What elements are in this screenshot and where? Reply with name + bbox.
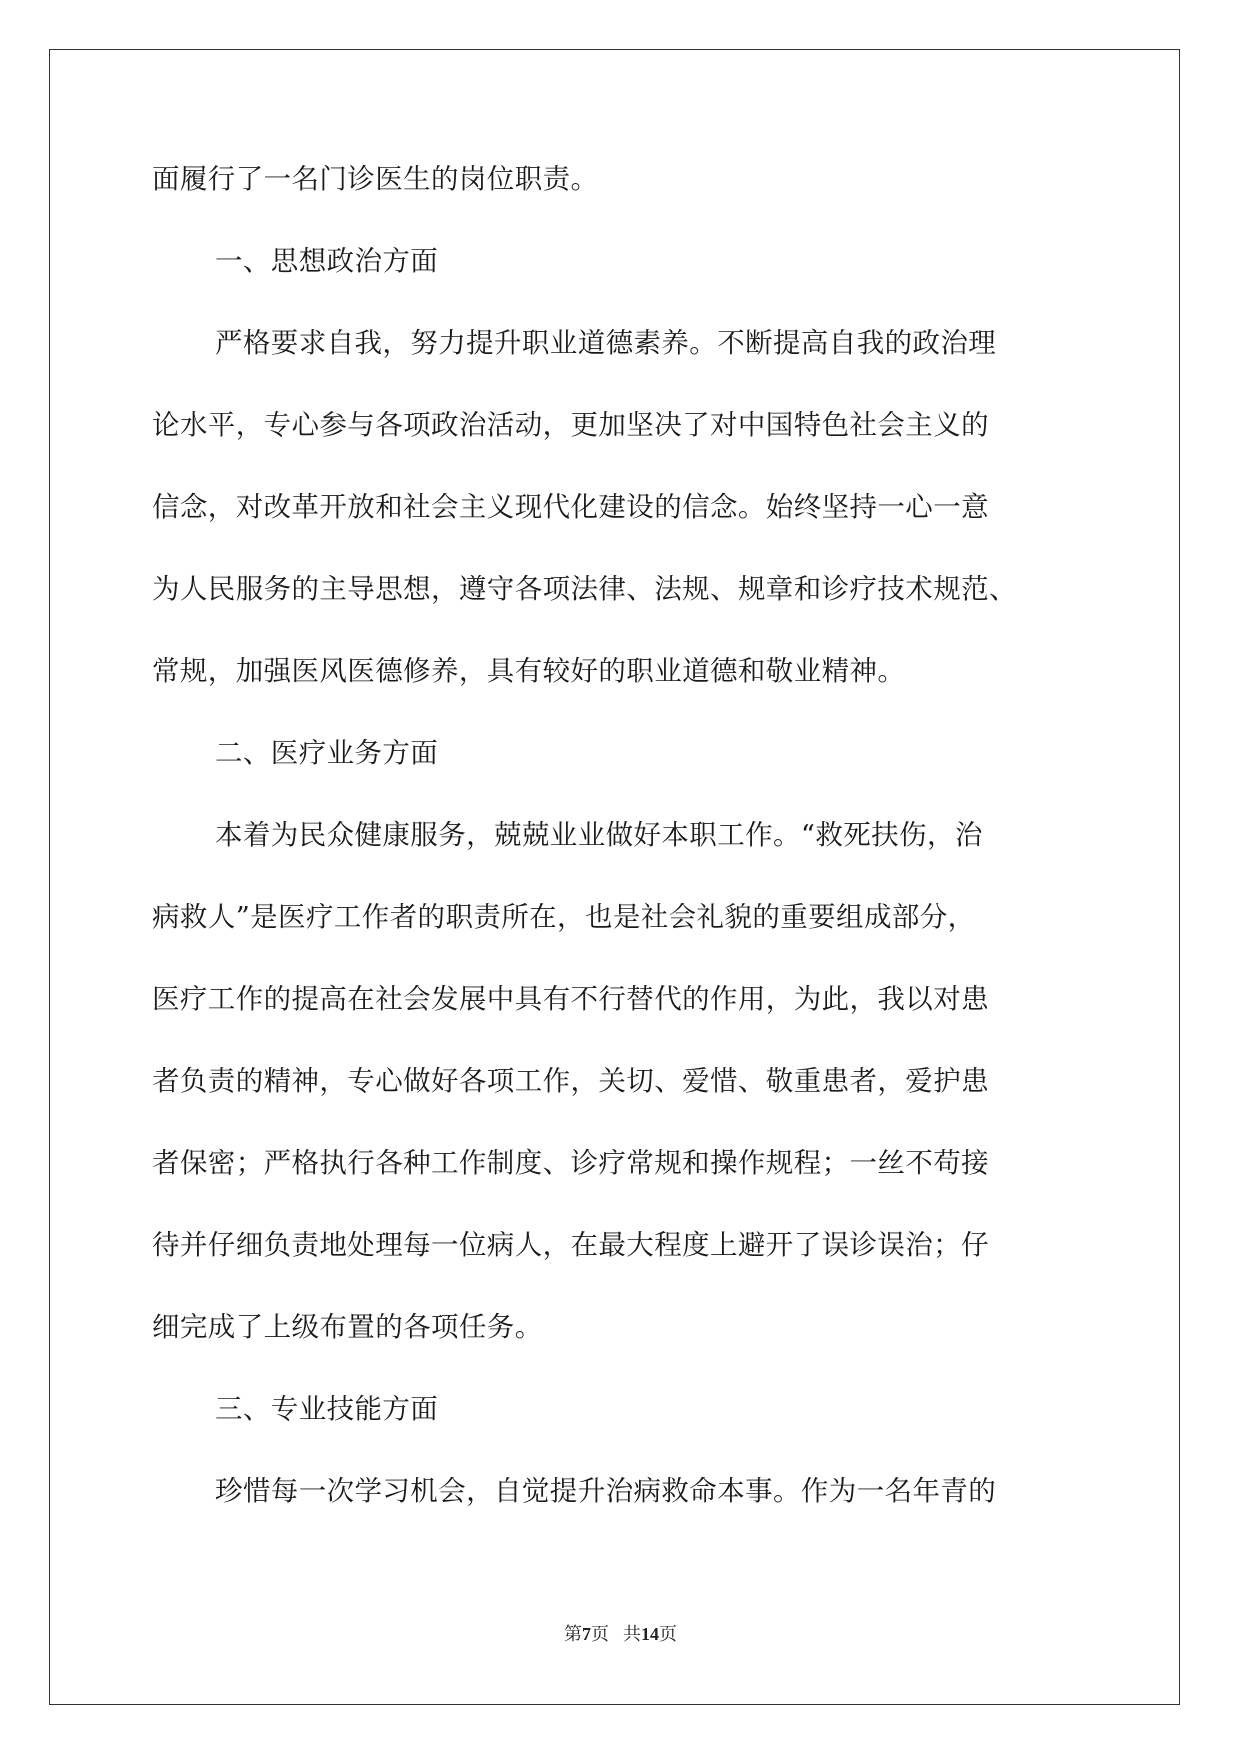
body-line: 者负责的精神，专心做好各项工作，关切、爱惜、敬重患者，爱护患 <box>152 1065 989 1097</box>
total-suffix: 页 <box>659 1624 677 1644</box>
total-prefix: 共 <box>623 1624 641 1644</box>
page-footer <box>0 1620 1241 1646</box>
section-heading: 三、专业技能方面 <box>215 1393 439 1425</box>
body-line: 病救人”是医疗工作者的职责所在，也是社会礼貌的重要组成部分， <box>152 901 976 933</box>
body-line: 珍惜每一次学习机会，自觉提升治病救命本事。作为一名年青的 <box>215 1475 997 1507</box>
body-line: 待并仔细负责地处理每一位病人，在最大程度上避开了误诊误治；仔 <box>152 1229 989 1261</box>
body-line: 为人民服务的主导思想，遵守各项法律、法规、规章和诊疗技术规范、 <box>152 573 1017 605</box>
page-prefix: 第 <box>564 1624 582 1644</box>
body-line: 常规，加强医风医德修养，具有较好的职业道德和敬业精神。 <box>152 655 906 687</box>
body-line: 本着为民众健康服务，兢兢业业做好本职工作。“救死扶伤，治 <box>215 819 983 851</box>
section-heading: 二、医疗业务方面 <box>215 737 439 769</box>
body-line: 信念，对改革开放和社会主义现代化建设的信念。始终坚持一心一意 <box>152 491 989 523</box>
document-body <box>152 164 1092 1558</box>
body-line: 者保密；严格执行各种工作制度、诊疗常规和操作规程；一丝不苟接 <box>152 1147 989 1179</box>
section-heading: 一、思想政治方面 <box>215 245 439 277</box>
body-line: 细完成了上级布置的各项任务。 <box>152 1311 543 1343</box>
body-line: 面履行了一名门诊医生的岗位职责。 <box>152 163 599 195</box>
page-suffix: 页 <box>591 1624 609 1644</box>
page-current-number: 7 <box>582 1624 591 1644</box>
body-line: 严格要求自我，努力提升职业道德素养。不断提高自我的政治理 <box>215 327 997 359</box>
page-total-number: 14 <box>641 1624 659 1644</box>
body-line: 论水平，专心参与各项政治活动，更加坚决了对中国特色社会主义的 <box>152 409 989 441</box>
body-line: 医疗工作的提高在社会发展中具有不行替代的作用，为此，我以对患 <box>152 983 989 1015</box>
